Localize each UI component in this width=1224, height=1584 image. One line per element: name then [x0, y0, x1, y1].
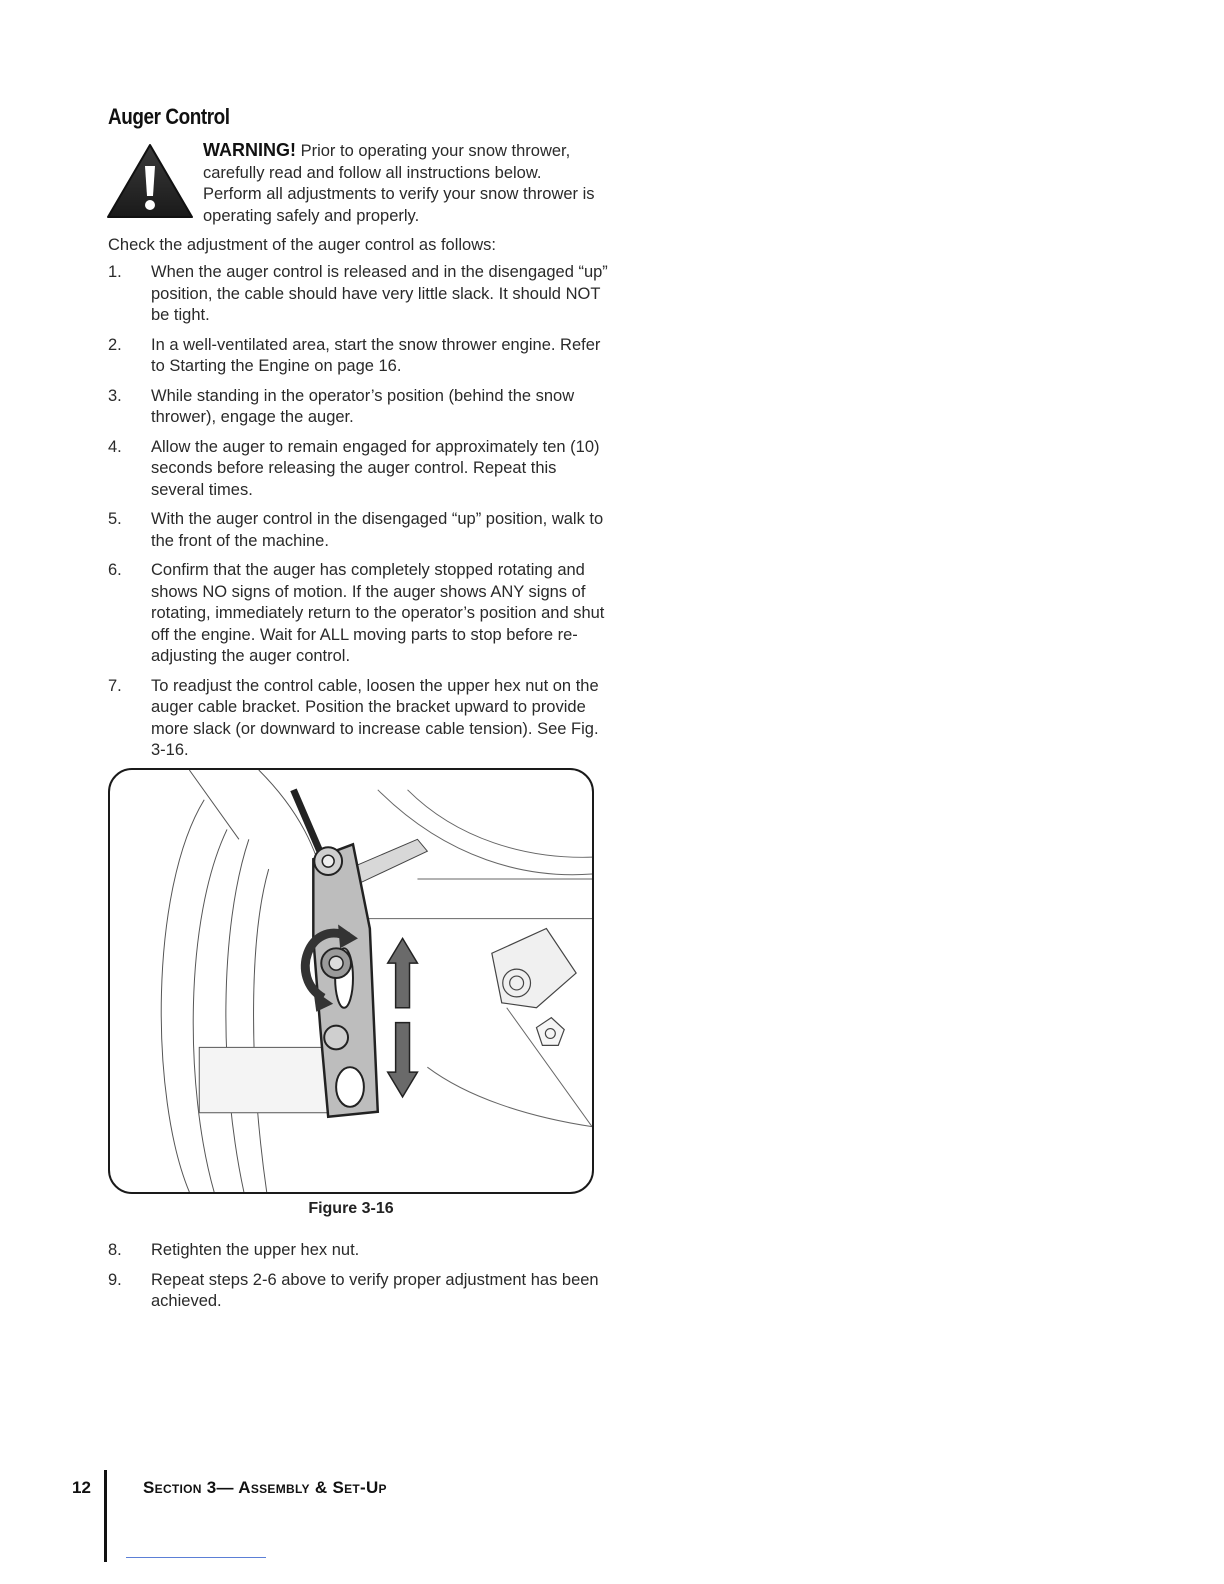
list-item: [108, 437, 608, 502]
section-heading: Auger Control: [108, 104, 230, 129]
step-number: 9.: [108, 1270, 122, 1289]
step-text: With the auger control in the disengaged “up” position, walk to the front of the machine.: [151, 510, 604, 550]
step-text: In a well-ventilated area, start the snow thrower engine. Refer to Starting the Engine on page 16.: [151, 335, 601, 375]
step-number: 8.: [108, 1241, 122, 1259]
footer-section-label: Section 3— Assembly & Set-Up: [143, 1478, 387, 1497]
step-text: To readjust the control cable, loosen the upper hex nut on the auger cable bracket. Position the bracket upward to provide more slack (or downward to increase cable tension). See Fig. 3-16.: [151, 676, 599, 759]
footer-divider: [104, 1470, 107, 1562]
page-number: 12: [72, 1478, 91, 1497]
list-item: [108, 1240, 608, 1262]
step-number: 3.: [108, 386, 122, 405]
list-item: [108, 335, 608, 378]
steps-list-continued: [108, 1240, 608, 1321]
list-item: [108, 509, 608, 552]
list-item: [108, 262, 608, 327]
step-number: 7.: [108, 676, 122, 695]
step-number: 6.: [108, 561, 122, 579]
step-number: 5.: [108, 510, 122, 528]
figure-illustration: [108, 768, 594, 1194]
step-text: While standing in the operator’s position (behind the snow thrower), engage the auger.: [151, 386, 575, 426]
warning-label: WARNING!: [203, 140, 296, 160]
step-number: 1.: [108, 263, 122, 281]
warning-triangle-icon: [106, 142, 194, 220]
steps-list: [108, 262, 608, 770]
intro-text: Check the adjustment of the auger control as follows:: [108, 236, 496, 254]
figure-caption: Figure 3-16: [308, 1200, 394, 1217]
warning-block: [203, 140, 603, 227]
list-item: [108, 676, 608, 762]
step-text: When the auger control is released and in the disengaged “up” position, the cable should have very little slack. It should NOT be tight.: [151, 263, 608, 324]
bottom-underline: [126, 1557, 266, 1558]
step-text: Allow the auger to remain engaged for approximately ten (10) seconds before releasing the auger control. Repeat this several times.: [151, 437, 600, 499]
list-item: [108, 1270, 608, 1313]
step-number: 4.: [108, 437, 122, 456]
step-text: Repeat steps 2-6 above to verify proper adjustment has been achieved.: [151, 1270, 599, 1310]
list-item: [108, 386, 608, 429]
step-text: Retighten the upper hex nut.: [151, 1241, 360, 1259]
warning-text: Prior to operating your snow thrower, carefully read and follow all instructions below. Perform all adjustments to verify your snow thrower is operating safely and properly.: [203, 142, 595, 225]
step-number: 2.: [108, 335, 122, 354]
list-item: [108, 560, 608, 668]
step-text: Confirm that the auger has completely stopped rotating and shows NO signs of motion. If the auger shows ANY signs of rotating, immediately return to the operator’s position and shut off the engine. Wait for ALL moving parts to stop before re-adjusting the auger control.: [151, 561, 605, 665]
